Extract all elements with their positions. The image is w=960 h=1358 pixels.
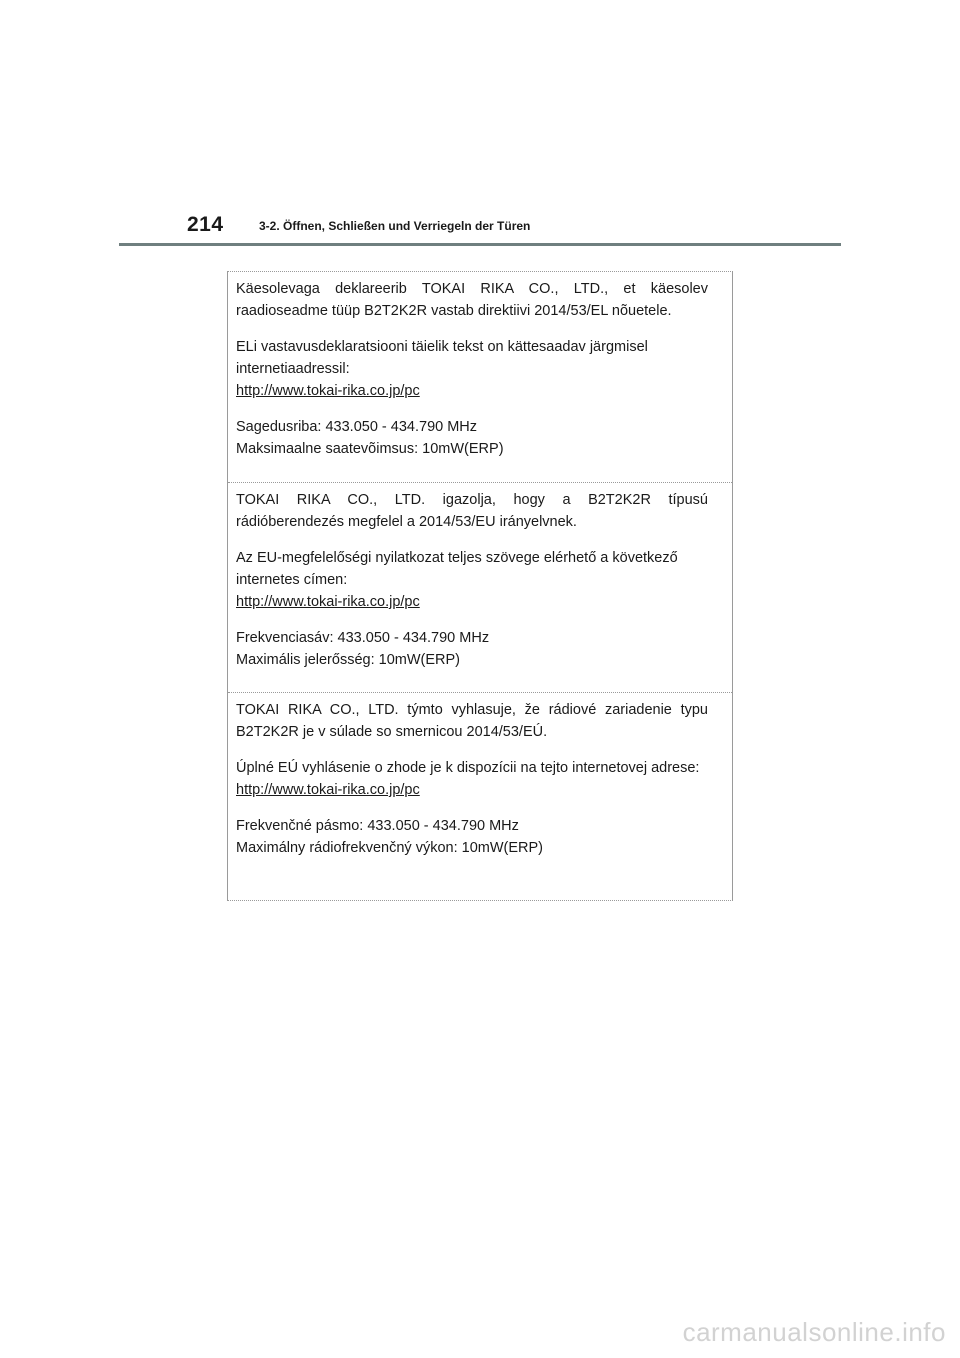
power-text: Maximálny rádiofrekvenčný výkon: 10mW(ERP) [236,840,544,856]
frequency-text: Sagedusriba: 433.050 - 434.790 MHz [236,419,478,435]
page-number: 214 [187,213,224,236]
section-title: 3-2. Öffnen, Schließen und Verriegeln der Türen [259,219,531,233]
declaration-block-hungarian [228,482,732,692]
declaration-text: Käesolevaga deklareerib TOKAI RIKA CO., LTD., et käesolev raadioseadme tüüp B2T2K2R vastab direktiivi 2014/53/EL nõuetele. [236,281,708,319]
power-text: Maksimaalne saatevõimsus: 10mW(ERP) [236,441,504,457]
power-text: Maximális jelerősség: 10mW(ERP) [236,652,460,668]
availability-text: Az EU-megfelelőségi nyilatkozat teljes szövege elérhető a következő internetes címen: [236,550,678,588]
frequency-text: Frekvenciasáv: 433.050 - 434.790 MHz [236,630,490,646]
declaration-text: TOKAI RIKA CO., LTD. igazolja, hogy a B2T2K2R típusú rádióberendezés megfelel a 2014/53/EU irányelvnek. [236,492,708,530]
declaration-url[interactable]: http://www.tokai-rika.co.jp/pc [236,383,420,399]
header-rule [119,243,841,246]
declaration-block-estonian [228,272,732,482]
declaration-block-slovak [228,692,732,902]
declaration-url[interactable]: http://www.tokai-rika.co.jp/pc [236,782,420,798]
availability-text: ELi vastavusdeklaratsiooni täielik tekst on kättesaadav järgmisel internetiaadressil: [236,339,648,377]
watermark: carmanualsonline.info [682,1317,946,1347]
declaration-url[interactable]: http://www.tokai-rika.co.jp/pc [236,594,420,610]
frequency-text: Frekvenčné pásmo: 433.050 - 434.790 MHz [236,818,519,834]
declaration-text: TOKAI RIKA CO., LTD. týmto vyhlasuje, že rádiové zariadenie typu B2T2K2R je v súlade so smernicou 2014/53/EÚ. [236,702,708,740]
availability-text: Úplné EÚ vyhlásenie o zhode je k dispozícii na tejto internetovej adrese: [236,760,700,776]
declarations-box [227,271,733,901]
